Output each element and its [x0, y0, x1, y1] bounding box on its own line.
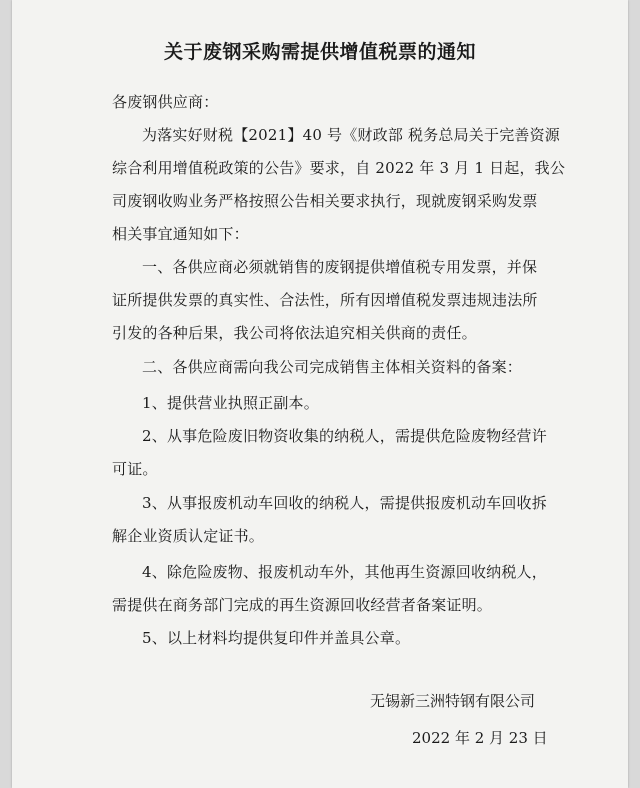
document-page [12, 0, 628, 788]
intro-line-2: 综合利用增值税政策的公告》要求，自 2022 年 3 月 1 日起，我公 [112, 159, 566, 177]
notice-title: 关于废钢采购需提供增值税票的通知 [163, 41, 476, 63]
section1-line-1: 一、各供应商必须就销售的废钢提供增值税专用发票，并保 [142, 258, 538, 276]
section1-line-3: 引发的各种后果，我公司将依法追究相关供商的责任。 [112, 324, 477, 342]
section2-heading: 二、各供应商需向我公司完成销售主体相关资料的备案： [142, 358, 523, 376]
item2-line-2: 可证。 [112, 460, 158, 478]
salutation: 各废钢供应商： [112, 93, 219, 111]
item5-line-1: 5、以上材料均提供复印件并盖具公章。 [142, 629, 411, 647]
item3-line-2: 解企业资质认定证书。 [112, 527, 265, 545]
signature-company: 无锡新三洲特钢有限公司 [370, 692, 536, 710]
signature-date: 2022 年 2 月 23 日 [412, 729, 548, 747]
item1-line-1: 1、提供营业执照正副本。 [142, 394, 319, 412]
intro-line-4: 相关事宜通知如下： [112, 225, 249, 243]
section1-line-2: 证所提供发票的真实性、合法性，所有因增值税发票违规违法所 [112, 291, 538, 309]
intro-line-1: 为落实好财税【2021】40 号《财政部 税务总局关于完善资源 [142, 126, 560, 144]
item3-line-1: 3、从事报废机动车回收的纳税人，需提供报废机动车回收拆 [142, 494, 547, 512]
item4-line-2: 需提供在商务部门完成的再生资源回收经营者备案证明。 [112, 596, 493, 614]
item2-line-1: 2、从事危险废旧物资收集的纳税人，需提供危险废物经营许 [142, 427, 547, 445]
intro-line-3: 司废钢收购业务严格按照公告相关要求执行，现就废钢采购发票 [112, 192, 538, 210]
item4-line-1: 4、除危险废物、报废机动车外，其他再生资源回收纳税人， [142, 563, 547, 581]
